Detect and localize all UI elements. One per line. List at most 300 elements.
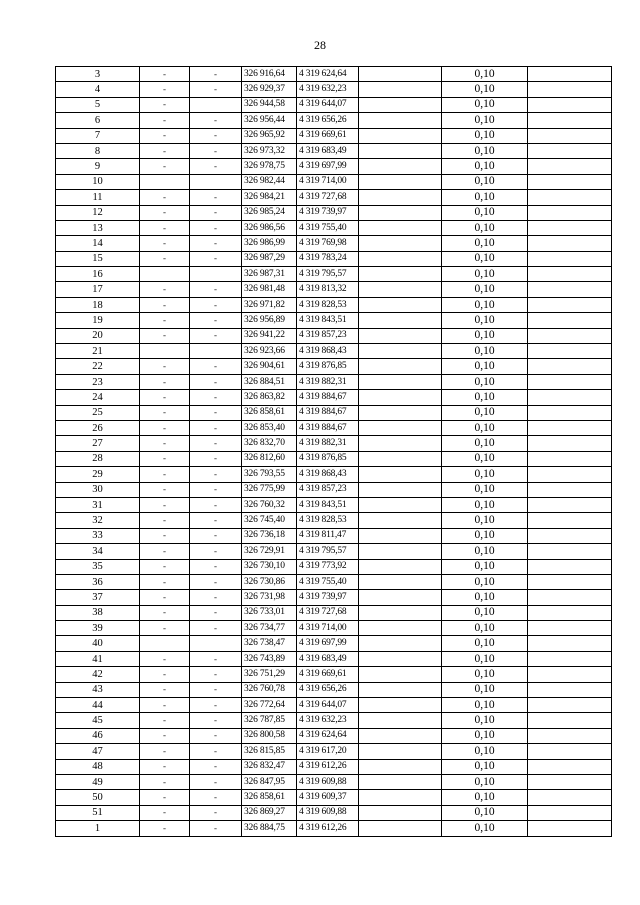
point-number: 5	[56, 97, 140, 112]
coordinate-y: 4 319 843,51	[297, 313, 359, 328]
dash-cell-a	[140, 174, 190, 189]
error-value: 0,10	[442, 744, 528, 759]
dash-cell-a: -	[140, 143, 190, 158]
dash-cell-b: -	[190, 251, 242, 266]
coordinate-x: 326 981,48	[242, 282, 297, 297]
dash-cell-b: -	[190, 621, 242, 636]
coordinate-y: 4 319 609,37	[297, 790, 359, 805]
coordinate-x: 326 978,75	[242, 159, 297, 174]
point-number: 33	[56, 528, 140, 543]
error-value: 0,10	[442, 728, 528, 743]
empty-cell	[528, 513, 612, 528]
coordinate-y: 4 319 868,43	[297, 467, 359, 482]
coordinate-y: 4 319 843,51	[297, 497, 359, 512]
dash-cell-a: -	[140, 698, 190, 713]
coordinate-y: 4 319 644,07	[297, 97, 359, 112]
dash-cell-b	[190, 97, 242, 112]
error-value: 0,10	[442, 621, 528, 636]
dash-cell-a: -	[140, 236, 190, 251]
empty-cell	[528, 344, 612, 359]
error-value: 0,10	[442, 282, 528, 297]
empty-cell	[528, 728, 612, 743]
coordinate-x: 326 730,10	[242, 559, 297, 574]
coordinate-y: 4 319 813,32	[297, 282, 359, 297]
empty-cell	[359, 128, 442, 143]
empty-cell	[359, 251, 442, 266]
dash-cell-b: -	[190, 374, 242, 389]
empty-cell	[528, 220, 612, 235]
empty-cell	[528, 636, 612, 651]
dash-cell-a: -	[140, 82, 190, 97]
coordinate-y: 4 319 697,99	[297, 636, 359, 651]
point-number: 18	[56, 297, 140, 312]
dash-cell-a: -	[140, 128, 190, 143]
error-value: 0,10	[442, 405, 528, 420]
empty-cell	[359, 67, 442, 82]
table-row	[56, 328, 612, 343]
dash-cell-a	[140, 267, 190, 282]
coordinate-x: 326 884,51	[242, 374, 297, 389]
table-row	[56, 313, 612, 328]
error-value: 0,10	[442, 790, 528, 805]
dash-cell-b: -	[190, 282, 242, 297]
error-value: 0,10	[442, 313, 528, 328]
empty-cell	[528, 113, 612, 128]
dash-cell-b: -	[190, 190, 242, 205]
dash-cell-a: -	[140, 390, 190, 405]
empty-cell	[359, 436, 442, 451]
empty-cell	[359, 605, 442, 620]
empty-cell	[359, 574, 442, 589]
coordinate-y: 4 319 612,26	[297, 821, 359, 836]
table-row	[56, 667, 612, 682]
coordinate-y: 4 319 755,40	[297, 220, 359, 235]
point-number: 41	[56, 651, 140, 666]
coordinate-x: 326 984,21	[242, 190, 297, 205]
error-value: 0,10	[442, 251, 528, 266]
coordinate-y: 4 319 773,92	[297, 559, 359, 574]
coordinate-y: 4 319 884,67	[297, 405, 359, 420]
dash-cell-a: -	[140, 282, 190, 297]
coordinate-y: 4 319 683,49	[297, 143, 359, 158]
coordinate-x: 326 800,58	[242, 728, 297, 743]
empty-cell	[359, 621, 442, 636]
dash-cell-b: -	[190, 497, 242, 512]
coordinate-y: 4 319 632,23	[297, 82, 359, 97]
page-number: 28	[314, 38, 326, 52]
dash-cell-a: -	[140, 359, 190, 374]
coordinate-y: 4 319 876,85	[297, 359, 359, 374]
error-value: 0,10	[442, 821, 528, 836]
dash-cell-b	[190, 267, 242, 282]
dash-cell-a: -	[140, 590, 190, 605]
point-number: 51	[56, 805, 140, 820]
dash-cell-a: -	[140, 805, 190, 820]
dash-cell-a: -	[140, 821, 190, 836]
dash-cell-b	[190, 174, 242, 189]
dash-cell-a: -	[140, 528, 190, 543]
empty-cell	[359, 497, 442, 512]
coordinate-y: 4 319 612,26	[297, 759, 359, 774]
error-value: 0,10	[442, 82, 528, 97]
coordinate-x: 326 987,31	[242, 267, 297, 282]
error-value: 0,10	[442, 605, 528, 620]
table-row	[56, 805, 612, 820]
coordinate-y: 4 319 697,99	[297, 159, 359, 174]
dash-cell-b: -	[190, 590, 242, 605]
coordinate-y: 4 319 609,88	[297, 805, 359, 820]
point-number: 22	[56, 359, 140, 374]
empty-cell	[359, 97, 442, 112]
coordinate-x: 326 775,99	[242, 482, 297, 497]
table-row	[56, 636, 612, 651]
coordinate-x: 326 736,18	[242, 528, 297, 543]
empty-cell	[528, 467, 612, 482]
dash-cell-b: -	[190, 420, 242, 435]
empty-cell	[359, 420, 442, 435]
table-row	[56, 621, 612, 636]
empty-cell	[528, 497, 612, 512]
empty-cell	[359, 821, 442, 836]
dash-cell-b: -	[190, 467, 242, 482]
dash-cell-b: -	[190, 698, 242, 713]
dash-cell-b: -	[190, 143, 242, 158]
table-row	[56, 451, 612, 466]
coordinate-x: 326 971,82	[242, 297, 297, 312]
table-row	[56, 282, 612, 297]
error-value: 0,10	[442, 590, 528, 605]
table-row	[56, 759, 612, 774]
table-row	[56, 390, 612, 405]
empty-cell	[528, 251, 612, 266]
empty-cell	[359, 651, 442, 666]
dash-cell-a: -	[140, 374, 190, 389]
coordinate-y: 4 319 656,26	[297, 113, 359, 128]
point-number: 16	[56, 267, 140, 282]
point-number: 40	[56, 636, 140, 651]
dash-cell-a: -	[140, 574, 190, 589]
dash-cell-a: -	[140, 205, 190, 220]
error-value: 0,10	[442, 344, 528, 359]
error-value: 0,10	[442, 482, 528, 497]
coordinate-x: 326 869,27	[242, 805, 297, 820]
dash-cell-a: -	[140, 605, 190, 620]
error-value: 0,10	[442, 759, 528, 774]
coordinate-x: 326 982,44	[242, 174, 297, 189]
coordinate-y: 4 319 669,61	[297, 128, 359, 143]
point-number: 24	[56, 390, 140, 405]
point-number: 49	[56, 774, 140, 789]
empty-cell	[528, 236, 612, 251]
error-value: 0,10	[442, 267, 528, 282]
empty-cell	[528, 159, 612, 174]
table-row	[56, 682, 612, 697]
table-row	[56, 544, 612, 559]
empty-cell	[528, 698, 612, 713]
dash-cell-a: -	[140, 467, 190, 482]
coordinate-x: 326 965,92	[242, 128, 297, 143]
coordinate-y: 4 319 739,97	[297, 590, 359, 605]
point-number: 47	[56, 744, 140, 759]
empty-cell	[528, 374, 612, 389]
empty-cell	[528, 67, 612, 82]
coordinate-x: 326 986,56	[242, 220, 297, 235]
coordinate-y: 4 319 795,57	[297, 544, 359, 559]
dash-cell-b: -	[190, 759, 242, 774]
empty-cell	[359, 267, 442, 282]
point-number: 1	[56, 821, 140, 836]
dash-cell-b: -	[190, 67, 242, 82]
dash-cell-b: -	[190, 113, 242, 128]
coordinates-table	[55, 66, 612, 837]
coordinate-x: 326 772,64	[242, 698, 297, 713]
point-number: 36	[56, 574, 140, 589]
empty-cell	[528, 313, 612, 328]
table-row	[56, 497, 612, 512]
empty-cell	[528, 759, 612, 774]
empty-cell	[359, 297, 442, 312]
empty-cell	[528, 190, 612, 205]
error-value: 0,10	[442, 390, 528, 405]
coordinate-y: 4 319 884,67	[297, 420, 359, 435]
empty-cell	[528, 451, 612, 466]
empty-cell	[528, 205, 612, 220]
dash-cell-b	[190, 636, 242, 651]
coordinate-y: 4 319 714,00	[297, 621, 359, 636]
empty-cell	[359, 82, 442, 97]
coordinate-y: 4 319 609,88	[297, 774, 359, 789]
empty-cell	[528, 390, 612, 405]
empty-cell	[528, 821, 612, 836]
error-value: 0,10	[442, 297, 528, 312]
empty-cell	[528, 651, 612, 666]
coordinate-x: 326 832,47	[242, 759, 297, 774]
table-row	[56, 405, 612, 420]
coordinate-x: 326 787,85	[242, 713, 297, 728]
point-number: 42	[56, 667, 140, 682]
coordinate-x: 326 847,95	[242, 774, 297, 789]
dash-cell-a: -	[140, 482, 190, 497]
empty-cell	[528, 328, 612, 343]
error-value: 0,10	[442, 528, 528, 543]
dash-cell-a: -	[140, 559, 190, 574]
point-number: 4	[56, 82, 140, 97]
table-row	[56, 359, 612, 374]
table-row	[56, 467, 612, 482]
dash-cell-b: -	[190, 436, 242, 451]
dash-cell-a: -	[140, 313, 190, 328]
empty-cell	[359, 282, 442, 297]
dash-cell-a: -	[140, 328, 190, 343]
coordinate-x: 326 745,40	[242, 513, 297, 528]
error-value: 0,10	[442, 374, 528, 389]
coordinate-y: 4 319 624,64	[297, 728, 359, 743]
coordinate-y: 4 319 755,40	[297, 574, 359, 589]
table-row	[56, 605, 612, 620]
empty-cell	[359, 513, 442, 528]
empty-cell	[359, 159, 442, 174]
coordinate-x: 326 987,29	[242, 251, 297, 266]
empty-cell	[528, 790, 612, 805]
point-number: 12	[56, 205, 140, 220]
coordinate-x: 326 832,70	[242, 436, 297, 451]
table-row	[56, 143, 612, 158]
dash-cell-a: -	[140, 682, 190, 697]
coordinate-x: 326 760,78	[242, 682, 297, 697]
error-value: 0,10	[442, 67, 528, 82]
empty-cell	[528, 559, 612, 574]
point-number: 45	[56, 713, 140, 728]
coordinate-y: 4 319 714,00	[297, 174, 359, 189]
empty-cell	[528, 605, 612, 620]
coordinate-y: 4 319 857,23	[297, 328, 359, 343]
dash-cell-a: -	[140, 544, 190, 559]
error-value: 0,10	[442, 559, 528, 574]
dash-cell-b: -	[190, 205, 242, 220]
point-number: 9	[56, 159, 140, 174]
error-value: 0,10	[442, 328, 528, 343]
empty-cell	[359, 698, 442, 713]
error-value: 0,10	[442, 667, 528, 682]
dash-cell-a: -	[140, 651, 190, 666]
coordinate-x: 326 941,22	[242, 328, 297, 343]
coordinate-x: 326 815,85	[242, 744, 297, 759]
coordinate-x: 326 793,55	[242, 467, 297, 482]
error-value: 0,10	[442, 113, 528, 128]
coordinate-y: 4 319 783,24	[297, 251, 359, 266]
error-value: 0,10	[442, 682, 528, 697]
coordinate-x: 326 986,99	[242, 236, 297, 251]
error-value: 0,10	[442, 451, 528, 466]
dash-cell-a: -	[140, 774, 190, 789]
empty-cell	[528, 482, 612, 497]
point-number: 6	[56, 113, 140, 128]
table-row	[56, 297, 612, 312]
empty-cell	[359, 236, 442, 251]
error-value: 0,10	[442, 174, 528, 189]
empty-cell	[528, 574, 612, 589]
point-number: 50	[56, 790, 140, 805]
table-row	[56, 174, 612, 189]
dash-cell-b	[190, 344, 242, 359]
error-value: 0,10	[442, 467, 528, 482]
error-value: 0,10	[442, 574, 528, 589]
dash-cell-b: -	[190, 405, 242, 420]
dash-cell-b: -	[190, 774, 242, 789]
coordinate-x: 326 973,32	[242, 143, 297, 158]
dash-cell-b: -	[190, 821, 242, 836]
empty-cell	[359, 451, 442, 466]
dash-cell-b: -	[190, 482, 242, 497]
empty-cell	[359, 590, 442, 605]
table-row	[56, 82, 612, 97]
point-number: 39	[56, 621, 140, 636]
table-row	[56, 344, 612, 359]
point-number: 48	[56, 759, 140, 774]
error-value: 0,10	[442, 436, 528, 451]
empty-cell	[528, 621, 612, 636]
table-row	[56, 713, 612, 728]
dash-cell-b: -	[190, 805, 242, 820]
dash-cell-a: -	[140, 436, 190, 451]
coordinate-y: 4 319 795,57	[297, 267, 359, 282]
point-number: 8	[56, 143, 140, 158]
dash-cell-b: -	[190, 574, 242, 589]
error-value: 0,10	[442, 420, 528, 435]
empty-cell	[359, 113, 442, 128]
empty-cell	[528, 744, 612, 759]
table-row	[56, 159, 612, 174]
table-row	[56, 528, 612, 543]
point-number: 23	[56, 374, 140, 389]
dash-cell-a: -	[140, 621, 190, 636]
dash-cell-b: -	[190, 728, 242, 743]
empty-cell	[359, 636, 442, 651]
table-row	[56, 420, 612, 435]
empty-cell	[359, 374, 442, 389]
coordinate-y: 4 319 868,43	[297, 344, 359, 359]
coordinate-x: 326 853,40	[242, 420, 297, 435]
empty-cell	[359, 359, 442, 374]
coordinate-y: 4 319 624,64	[297, 67, 359, 82]
dash-cell-b: -	[190, 667, 242, 682]
empty-cell	[528, 436, 612, 451]
dash-cell-a: -	[140, 728, 190, 743]
empty-cell	[359, 205, 442, 220]
dash-cell-a: -	[140, 790, 190, 805]
empty-cell	[359, 174, 442, 189]
coordinate-y: 4 319 884,67	[297, 390, 359, 405]
point-number: 7	[56, 128, 140, 143]
point-number: 20	[56, 328, 140, 343]
empty-cell	[359, 143, 442, 158]
coordinate-x: 326 812,60	[242, 451, 297, 466]
coordinate-x: 326 858,61	[242, 790, 297, 805]
table-row	[56, 236, 612, 251]
point-number: 19	[56, 313, 140, 328]
point-number: 34	[56, 544, 140, 559]
point-number: 3	[56, 67, 140, 82]
dash-cell-a: -	[140, 497, 190, 512]
dash-cell-a: -	[140, 113, 190, 128]
empty-cell	[359, 344, 442, 359]
table-row	[56, 190, 612, 205]
table-row	[56, 821, 612, 836]
point-number: 17	[56, 282, 140, 297]
empty-cell	[528, 174, 612, 189]
point-number: 38	[56, 605, 140, 620]
coordinate-y: 4 319 727,68	[297, 190, 359, 205]
coordinate-y: 4 319 727,68	[297, 605, 359, 620]
empty-cell	[359, 759, 442, 774]
coordinate-x: 326 858,61	[242, 405, 297, 420]
dash-cell-a: -	[140, 297, 190, 312]
empty-cell	[359, 528, 442, 543]
empty-cell	[359, 190, 442, 205]
coordinate-x: 326 730,86	[242, 574, 297, 589]
coordinate-y: 4 319 739,97	[297, 205, 359, 220]
coordinate-y: 4 319 617,20	[297, 744, 359, 759]
empty-cell	[528, 667, 612, 682]
table-row	[56, 267, 612, 282]
coordinate-y: 4 319 669,61	[297, 667, 359, 682]
coordinate-x: 326 733,01	[242, 605, 297, 620]
empty-cell	[359, 728, 442, 743]
empty-cell	[359, 744, 442, 759]
empty-cell	[359, 790, 442, 805]
empty-cell	[528, 682, 612, 697]
coordinates-table-body	[56, 67, 612, 837]
